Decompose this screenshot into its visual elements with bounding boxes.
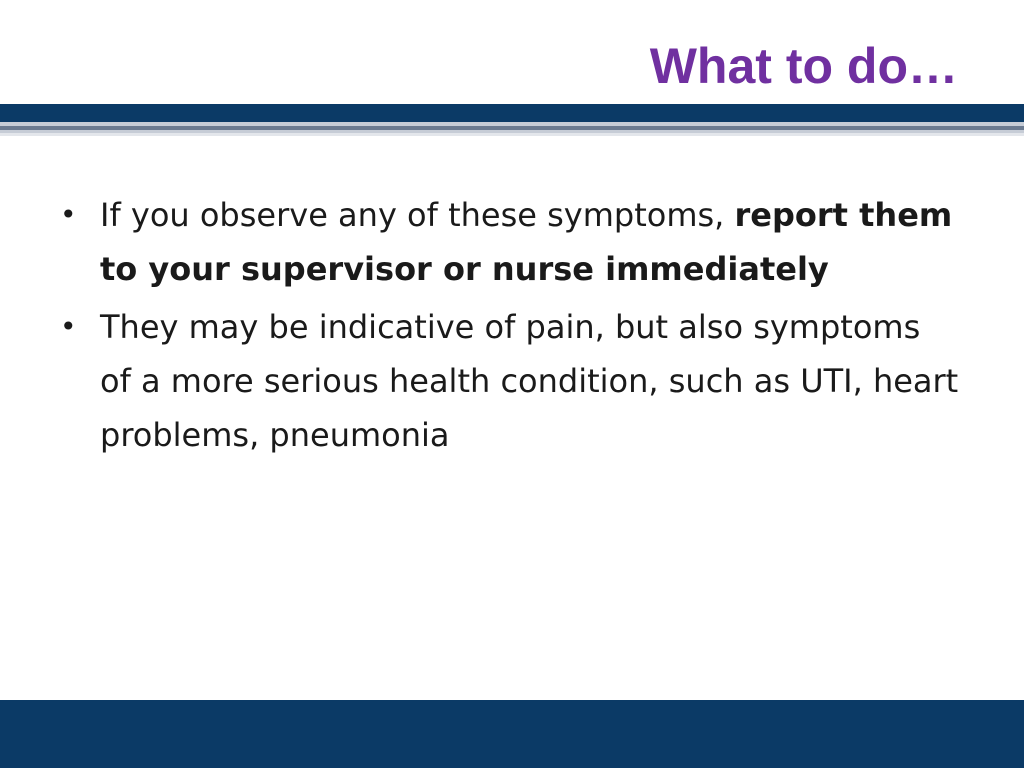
bullet-marker: • (60, 310, 77, 343)
bullet-item-1 (60, 188, 960, 296)
header-band (0, 104, 1024, 122)
bullet-text-plain: If you observe any of these symptoms, (100, 196, 735, 234)
bullet-text (100, 308, 958, 454)
slide-title: What to do… (649, 38, 958, 94)
bullet-item-2 (60, 300, 960, 462)
bullet-list (60, 188, 960, 466)
bullet-text-plain: They may be indicative of pain, but also symptoms of a more serious health condition, such as UTI, heart problems, pneumonia (100, 308, 959, 454)
bullet-text-bold: report them to your supervisor or nurse immediately (100, 196, 953, 288)
bullet-text (100, 196, 952, 288)
bullet-marker: • (60, 198, 77, 231)
footer-band (0, 700, 1024, 768)
header-stripe-pale (0, 133, 1024, 136)
